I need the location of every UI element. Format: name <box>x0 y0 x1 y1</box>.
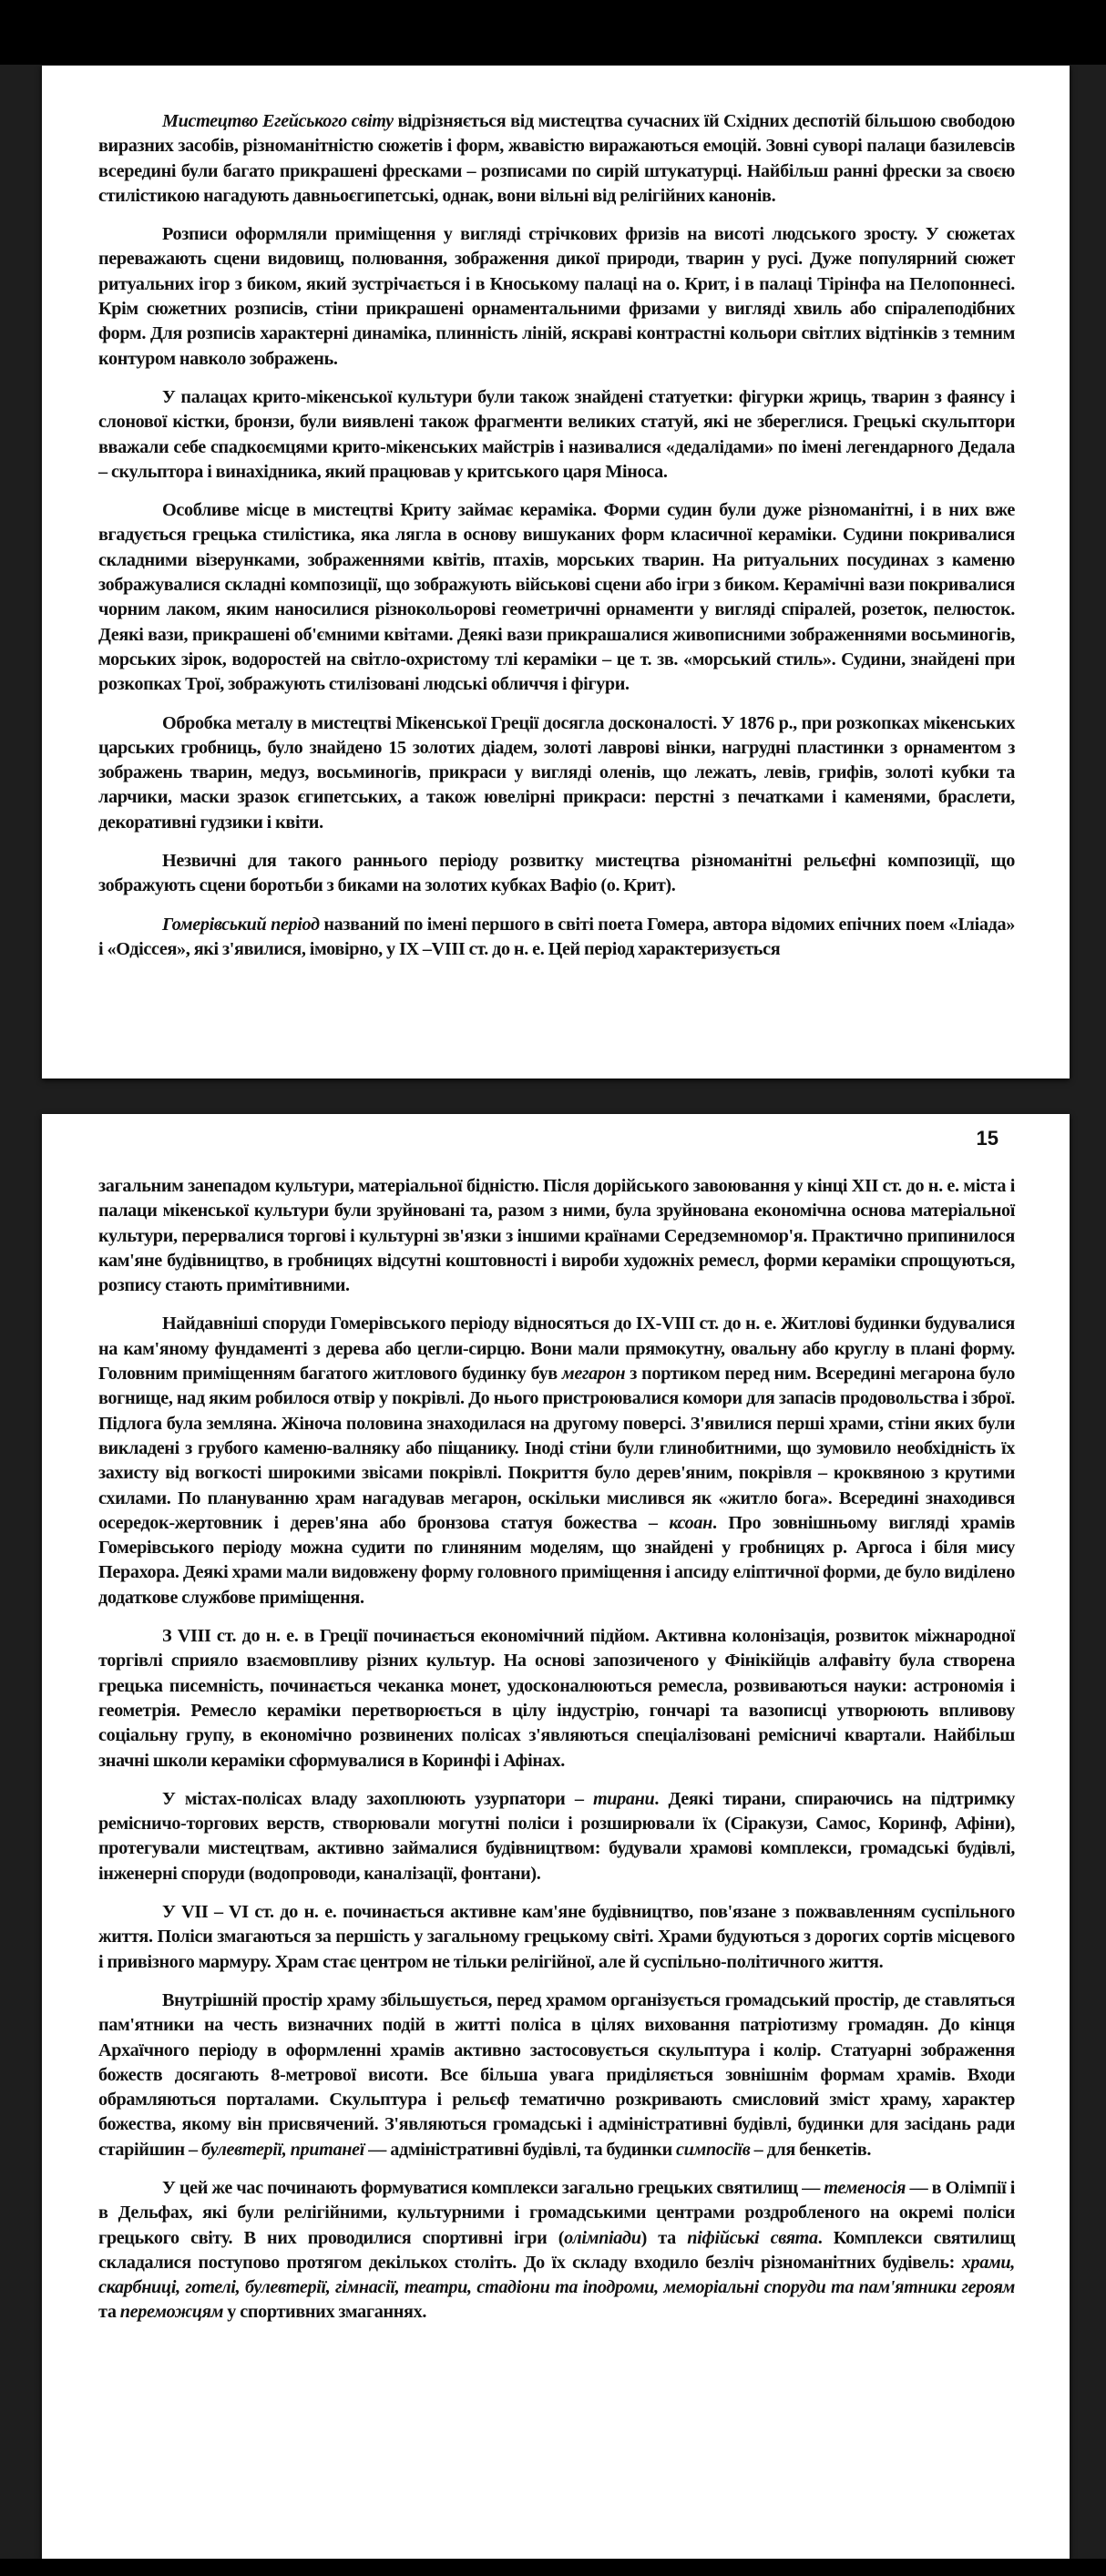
viewer-top-bar <box>0 0 1106 65</box>
paragraph <box>98 1312 1015 1610</box>
italic-term: симпосіїв <box>676 2139 751 2160</box>
page-1-content <box>98 109 1015 962</box>
document-page-1 <box>42 66 1070 1078</box>
text-segment: У палацах крито-мікенської культури були також знайдені статуетки: фігурки жриць, тварин з фаянсу і слонової кістки, бронзи, були виявлені також фрагменти великих статуй, які не збереглися. Грецькі скульптори вважали себе спадкоємцями крито-мікенських майстрів і називалися «дедалідами» по імені легендарного Дедала – скульптора і винахідника, який працював у критського царя Міноса. <box>98 386 1015 482</box>
text-segment: Внутрішній простір храму збільшується, перед храмом організується громадський простір, де ставляться пам'ятники на честь визначних подій в житті поліса в цілях виховання патріотизму громадян. До кінця Архаїчного періоду в оформленні храмів активно застосовується скульптура і колір. Статуарні зображення божеств досягають 8-метрової висоти. Все більша увага приділяється зовнішнім формам храмів. Входи обрамляються порталами. Скульптура і рельєф тематично розкривають смисловий зміст храму, характер божества, якому він присвячений. З'являються громадські і адміністративні будівлі, будинки для засідань ради старійшин – <box>98 1989 1015 2160</box>
paragraph <box>98 1900 1015 1975</box>
italic-term: ксоан <box>669 1512 712 1533</box>
viewer-bottom-bar <box>0 2559 1106 2576</box>
text-segment: ) та <box>640 2227 688 2248</box>
text-segment: з портиком перед ним. Всередині мегарона було вогнище, над яким робилося отвір у покрівлі. До нього пристроювалися комори для запасів продовольства і зброї. Підлога була земляна. Жіноча половина знаходилася на другому поверсі. З'явилися перші храми, стіни яких були викладені з грубого каменю-валняку або піщанику. Іноді стіни були глинобитними, що зумовило необхідність їх захисту від вогкості широкими звісами покрівлі. Покриття було дерев'яним, покрівля – кроквяною з крутими схилами. По плануванню храм нагадував мегарон, оскільки мислився як «житло бога». Всередині знаходився осередок-жертовник і дерев'яна або бронзова статуя божества – <box>98 1364 1015 1533</box>
text-segment: . Деякі тирани, спираючись на підтримку ремісничо-торгових верств, створювали могутні поліси і розширювали їх (Сіракузи, Самос, Коринф, Афіни), протегували мистецтвам, активно займалися будівництвом: будували храмові комплекси, громадські будівлі, інженерні споруди (водопроводи, каналізації, фонтани). <box>98 1788 1016 1884</box>
text-segment: — в Олімпії і в Дельфах, які були релігійними, культурними і громадськими центрами роздробленого на окремі поліси грецького світу. В них проводилися спортивні ігри ( <box>98 2177 1015 2248</box>
paragraph <box>98 109 1015 209</box>
italic-term: Гомерівський період <box>162 914 320 935</box>
text-segment: У містах-полісах владу захоплюють узурпатори – <box>162 1788 593 1809</box>
paragraph <box>98 498 1015 697</box>
text-segment: — адміністративні будівлі, та будинки <box>364 2139 677 2160</box>
text-segment: У VII – VI ст. до н. е. починається активне кам'яне будівництво, пов'язане з пожвавленням суспільного життя. Поліси змагаються за першість у загальному грецькому світі. Храми будуються з дорогих сортів місцевого і привізного мармуру. Храм стає центром не тільки релігійної, але й суспільно-політичного життя. <box>98 1902 1015 1972</box>
italic-term: переможцям <box>119 2302 224 2323</box>
text-segment: Незвичні для такого раннього періоду розвитку мистецтва різноманітні рельєфні композиції, що зображують сцени боротьби з биками на золотих кубках Вафіо (о. Крит). <box>98 851 1015 896</box>
text-segment: Розписи оформляли приміщення у вигляді стрічкових фризів на висоті людського зросту. У сюжетах переважають сцени видовищ, полювання, зображення дикої природи, тварин у русі. Дуже популярний сюжет ритуальних ігор з биком, який зустрічається і в Кноському палаці на о. Крит, і в палаці Тірінфа на Пелопоннесі. Крім сюжетних розписів, стіни прикрашені орнаментальними фризами у вигляді хвиль або спіралеподібних форм. Для розписів характерні динаміка, плинність ліній, яскраві контрастні кольори світлих відтінків з темним контуром навколо зображень. <box>98 224 1015 369</box>
italic-term: тирани <box>592 1788 655 1809</box>
paragraph <box>98 913 1015 963</box>
text-segment: та <box>98 2302 120 2323</box>
paragraph <box>98 1174 1015 1298</box>
italic-term: теменосія <box>824 2177 906 2198</box>
paragraph <box>98 222 1015 372</box>
text-segment: Найдавніші споруди Гомерівського періоду відносяться до IX-VIII ст. до н. е. Житлові будинки будувалися на кам'яному фундаменті з дерева або цегли-сирцю. Вони мали прямокутну, овальну або круглу в плані форму. Головним приміщенням багатого житлового будинку був <box>98 1314 1015 1385</box>
paragraph <box>98 1624 1015 1774</box>
text-segment: відрізняється від мистецтва сучасних їй Східних деспотій більшою свободою виразних засобів, різноманітністю сюжетів і форм, жвавістю виражаються емоцій. Зовні суворі палаци базилевсів всередині були багато прикрашені фресками – розписами по сирій штукатурці. Найбільш ранні фрески за своєю стилістикою нагадують давньоєгипетські, однак, вони вільні від релігійних канонів. <box>98 111 1015 206</box>
document-page-2 <box>42 1114 1070 2559</box>
paragraph <box>98 1787 1015 1886</box>
text-segment: У цей же час починають формуватися комплекси загально грецьких святилищ — <box>162 2177 824 2198</box>
italic-term: Мистецтво Егейського світу <box>162 111 394 131</box>
text-segment: Особливе місце в мистецтві Криту займає кераміка. Форми судин були дуже різноманітні, і в них вже вгадується грецька стилістика, яка лягла в основу вишуканих форм класичної кераміки. Судини покривалися складними візерунками, зображеннями квітів, птахів, морських тварин. На ритуальних посудинах з каменю зображувалися складні композиції, що зображують військові сцени або ігри з биком. Керамічні вази покривалися чорним лаком, яким наносилися різнокольорові геометричні орнаменти у вигляді спіралей, розеток, пелюсток. Деякі вази, прикрашені об'ємними квітами. Деякі вази прикрашалися живописними зображеннями восьминогів, морських зірок, водоростей на світло-охристому тлі кераміки – це т. зв. «морський стиль». Судини, знайдені при розкопках Трої, зображують стилізовані людські обличчя і фігури. <box>98 500 1015 695</box>
italic-term: булевтерії, пританеї <box>200 2139 364 2160</box>
italic-term: піфійські свята <box>687 2227 818 2248</box>
paragraph <box>98 1988 1015 2162</box>
paragraph <box>98 2176 1015 2326</box>
text-segment: загальним занепадом культури, матеріальної бідністю. Після дорійського завоювання у кінці XII ст. до н. е. міста і палаци мікенської культури були зруйновані та, разом з ними, була зруйнована економічна основа матеріальної культури, перервалися торгові і культурні зв'язки з іншими країнами Середземномор'я. Практично припинилося кам'яне будівництво, в гробницях відсутні коштовності і вироби художніх ремесл, форми кераміки спрощуються, розпису стають примітивними. <box>98 1176 1015 1296</box>
italic-term: храми, скарбниці, готелі, булевтерії, гімнасії, театри, стадіони та іподроми, меморіальні споруди та пам'ятники героям <box>98 2252 1015 2298</box>
paragraph <box>98 385 1015 485</box>
text-segment: . Комплекси святилищ складалися поступово протягом декількох століть. До їх складу входило безліч різноманітних будівель: <box>98 2227 1016 2273</box>
italic-term: мегарон <box>561 1364 626 1385</box>
paragraph <box>98 711 1015 835</box>
text-segment: З VIII ст. до н. е. в Греції починається економічний підйом. Активна колонізація, розвиток міжнародної торгівлі сприяло взаємовпливу різних культур. На основі запозиченого у Фінікійців алфавіту була створена грецька писемність, починається чеканка монет, удосконалюються ремесла, розвиваються науки: астрономія і геометрія. Ремесло кераміки перетворюється в цілу індустрію, гончарі та вазописці утворюють впливову соціальну групу, в економічно розвинених полісах з'являються спеціалізовані ремісничі квартали. Найбільш значні школи кераміки сформувалися в Коринфі і Афінах. <box>98 1626 1015 1771</box>
text-segment: – для бенкетів. <box>750 2139 872 2160</box>
paragraph <box>98 849 1015 899</box>
text-segment: Обробка металу в мистецтві Мікенської Греції досягла досконалості. У 1876 р., при розкопках мікенських царських гробниць, було знайдено 15 золотих діадем, золоті лаврові вінки, нагрудні пластинки з орнаментом з зображень тварин, медуз, восьминогів, прикраси у вигляді оленів, що лежать, левів, грифів, золоті кубки та ларчики, маски зразок єгипетських, а також ювелірні прикраси: перстні з печатками і каменями, браслети, декоративні гудзики і квіти. <box>98 712 1015 833</box>
text-segment: названий по імені першого в світі поета Гомера, автора відомих епічних поем «Іліада» і «Одіссея», які з'явилися, імовірно, у IX –VIII ст. до н. е. Цей період характеризується <box>98 914 1015 959</box>
text-segment: у спортивних змаганнях. <box>223 2302 427 2323</box>
text-segment: . Про зовнішньому вигляді храмів Гомерівського періоду можна судити по глиняним моделям, що знайдені у гробницях р. Аргоса і біля мису Перахора. Деякі храми мали видовжену форму головного приміщення і апсиду еліптичної форми, де було виділено додаткове службове приміщення. <box>98 1512 1016 1608</box>
italic-term: олімпіади <box>564 2227 641 2248</box>
page-2-content <box>98 1174 1015 2326</box>
page-number: 15 <box>976 1127 998 1150</box>
